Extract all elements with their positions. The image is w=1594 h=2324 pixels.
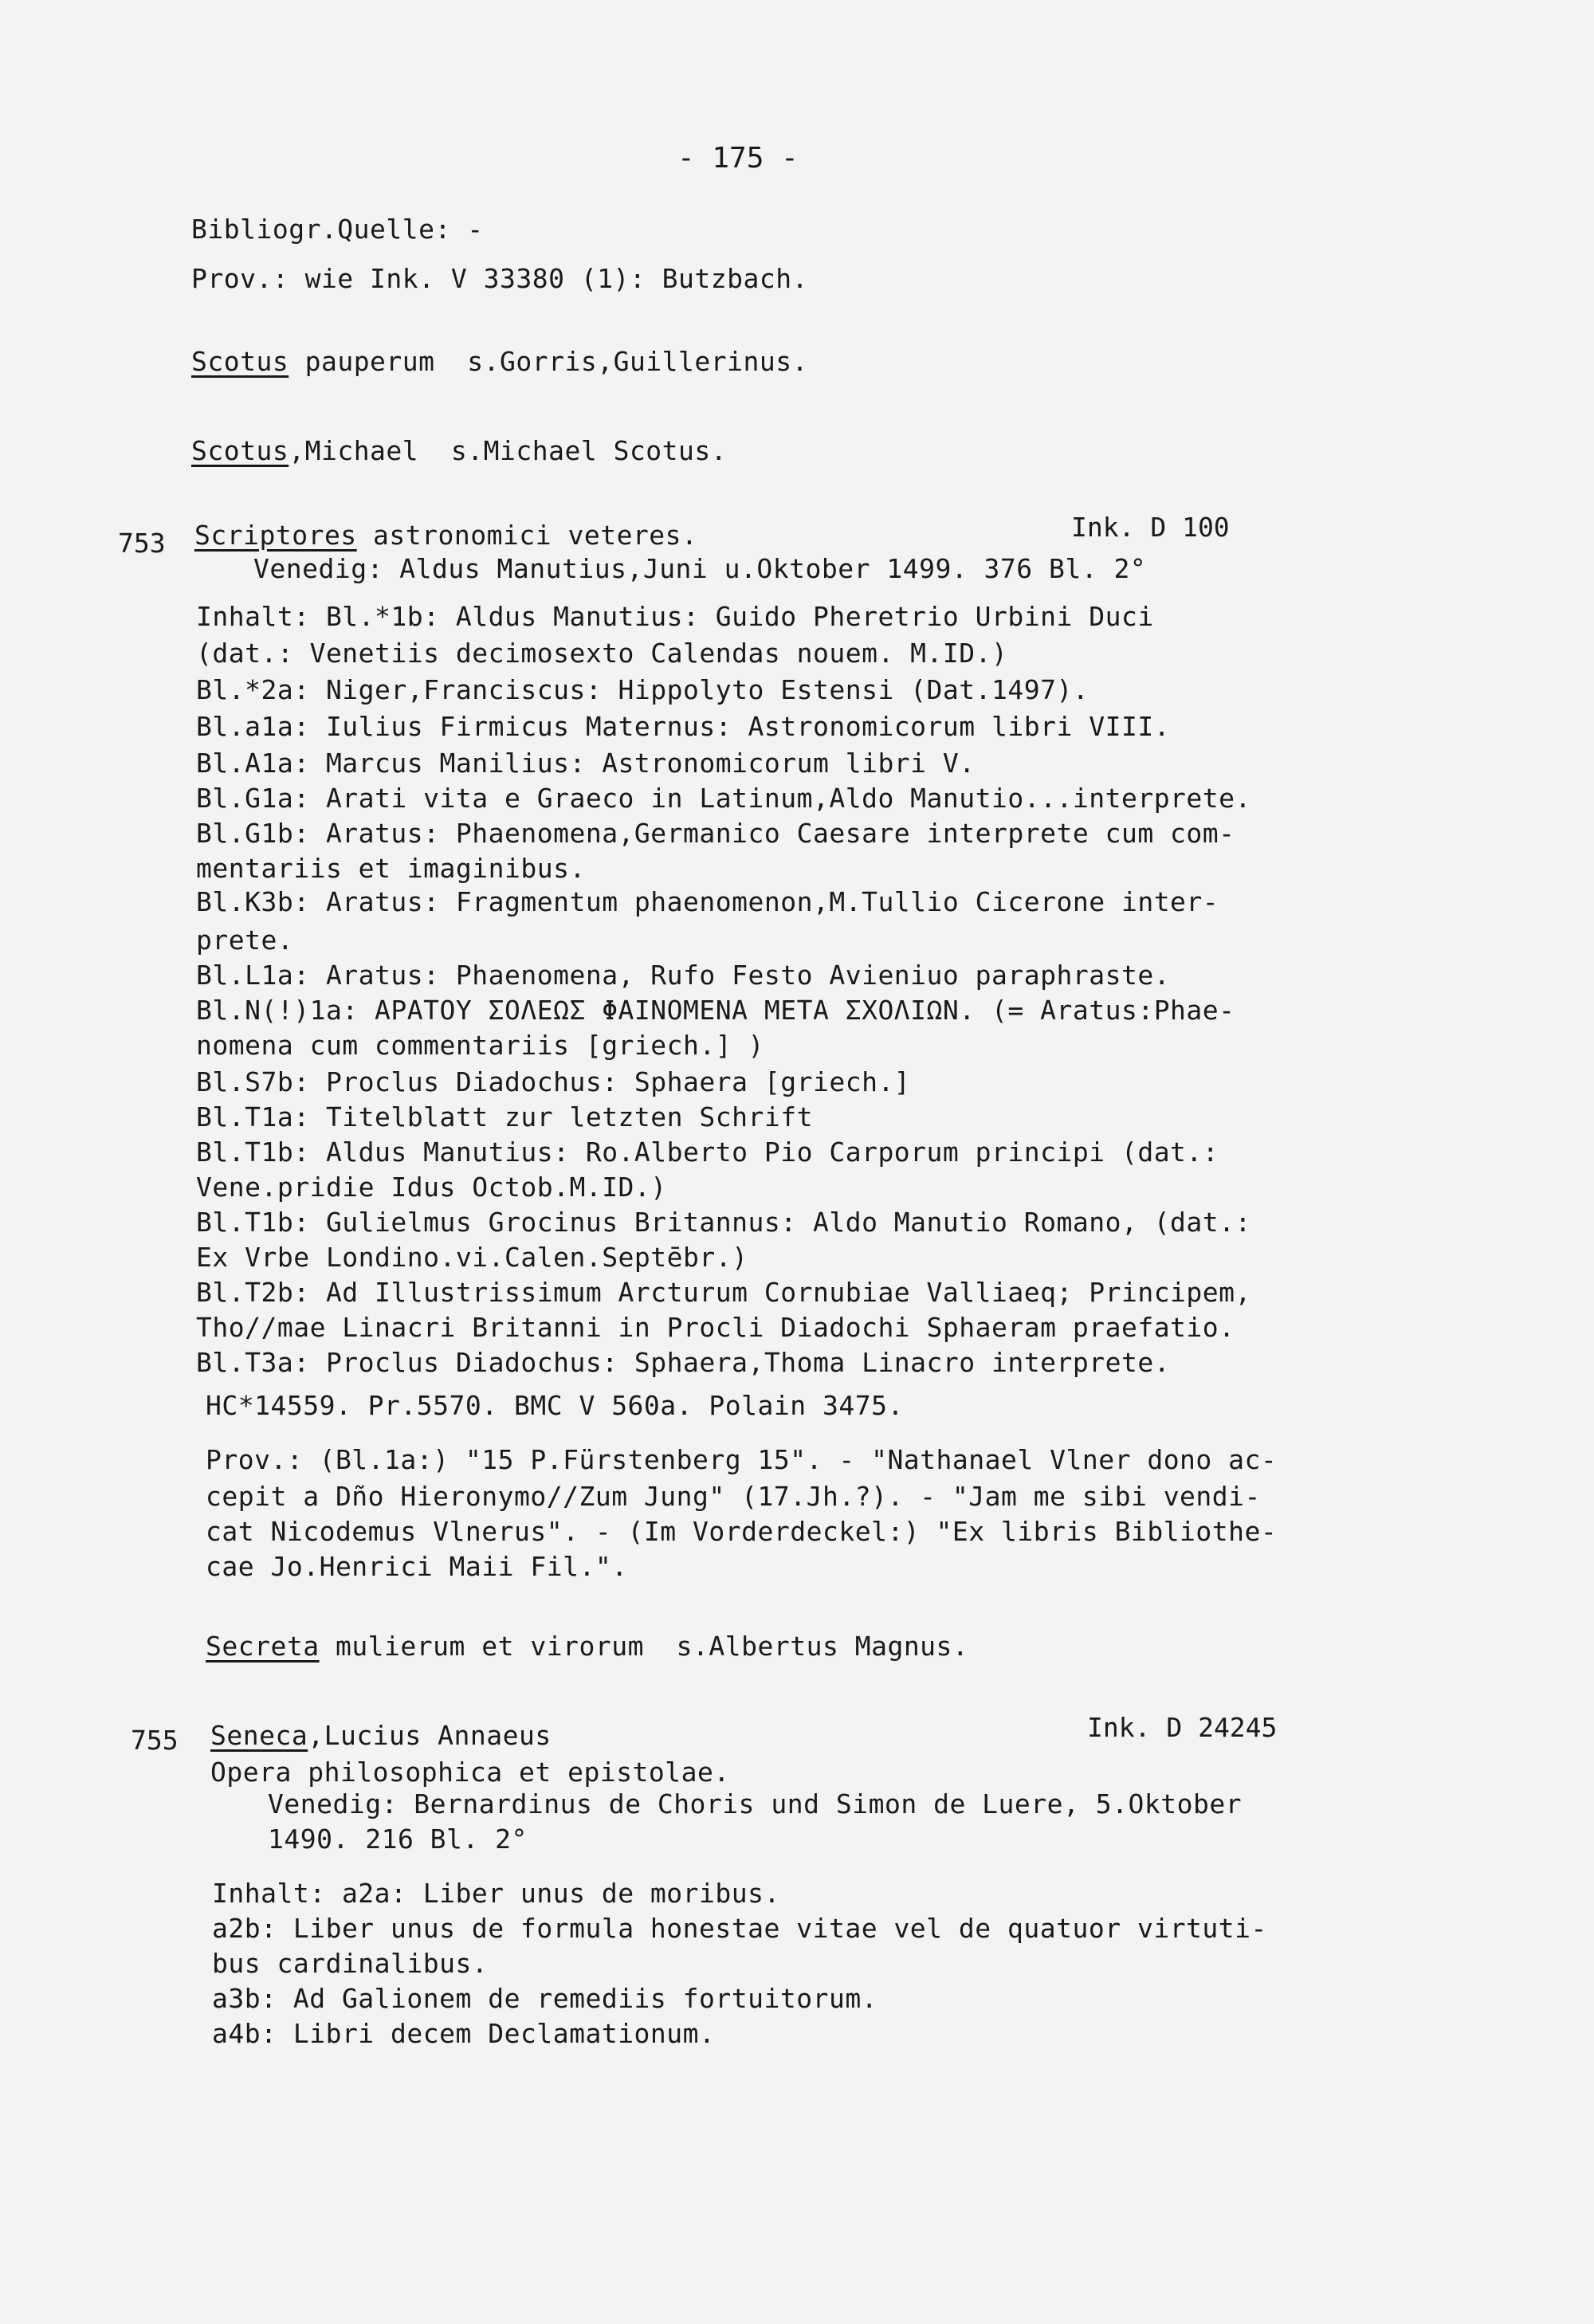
entry-head: Scriptores (194, 520, 357, 551)
entry-title-rest: ,Lucius Annaeus (308, 1720, 552, 1751)
xref-text: ,Michael s.Michael Scotus. (289, 435, 728, 466)
contents-line: Inhalt: Bl.*1b: Aldus Manutius: Guido Pheretrio Urbini Duci (196, 601, 1154, 632)
bibliogr-line: Bibliogr.Quelle: - (191, 214, 484, 245)
contents-line: a4b: Libri decem Declamationum. (212, 2018, 716, 2049)
contents-line: Bl.A1a: Marcus Manilius: Astronomicorum libri V. (196, 748, 976, 779)
entry-number: 753 (118, 528, 166, 559)
ink-shelfmark: Ink. D 100 (1071, 512, 1230, 543)
contents-line: Bl.T1a: Titelblatt zur letzten Schrift (196, 1101, 813, 1133)
contents-line: Bl.T3a: Proclus Diadochus: Sphaera,Thoma Linacro interprete. (196, 1347, 1171, 1378)
entry-work: Opera philosophica et epistolae. (210, 1757, 730, 1788)
xref-secreta (206, 1631, 968, 1663)
contents-line: Tho//mae Linacri Britanni in Procli Diadochi Sphaeram praefatio. (196, 1312, 1235, 1343)
provenance-line: Prov.: (Bl.1a:) "15 P.Fürstenberg 15". - "Nathanael Vlner dono ac- (206, 1444, 1278, 1475)
contents-line: Inhalt: a2a: Liber unus de moribus. (212, 1878, 780, 1909)
xref-head: Scotus (191, 346, 289, 377)
contents-line: Bl.*2a: Niger,Franciscus: Hippolyto Estensi (Dat.1497). (196, 674, 1089, 705)
contents-line: Bl.G1b: Aratus: Phaenomena,Germanico Caesare interprete cum com- (196, 818, 1235, 849)
contents-line: Bl.G1a: Arati vita e Graeco in Latinum,Aldo Manutio...interprete. (196, 783, 1251, 814)
entry-head: Seneca (210, 1720, 308, 1751)
contents-line: mentariis et imaginibus. (196, 853, 586, 884)
xref-head: Scotus (191, 435, 289, 466)
xref-text: pauperum s.Gorris,Guillerinus. (289, 346, 808, 377)
bibliographic-references: HC*14559. Pr.5570. BMC V 560a. Polain 3475. (206, 1390, 904, 1421)
xref-head: Secreta (206, 1631, 320, 1662)
entry-title (194, 520, 697, 552)
ink-shelfmark: Ink. D 24245 (1087, 1712, 1278, 1743)
contents-line: Vene.pridie Idus Octob.M.ID.) (196, 1172, 667, 1203)
contents-line: a2b: Liber unus de formula honestae vitae vel de quatuor virtuti- (212, 1913, 1267, 1944)
contents-line: Bl.S7b: Proclus Diadochus: Sphaera [griech.] (196, 1066, 911, 1097)
page-number: - 175 - (677, 142, 799, 175)
xref-scotus-michael (191, 435, 727, 467)
entry-title (210, 1720, 552, 1752)
prov-line: Prov.: wie Ink. V 33380 (1): Butzbach. (191, 263, 808, 294)
xref-text: mulierum et virorum s.Albertus Magnus. (319, 1631, 969, 1662)
contents-line: Bl.L1a: Aratus: Phaenomena, Rufo Festo Avieniuo paraphraste. (196, 960, 1171, 991)
contents-line: a3b: Ad Galionem de remediis fortuitorum. (212, 1983, 878, 2014)
provenance-line: cae Jo.Henrici Maii Fil.". (206, 1551, 628, 1582)
contents-line: nomena cum commentariis [griech.] ) (196, 1030, 764, 1061)
entry-imprint: 1490. 216 Bl. 2° (268, 1823, 528, 1855)
contents-line: Bl.T1b: Aldus Manutius: Ro.Alberto Pio Carporum principi (dat.: (196, 1136, 1219, 1168)
entry-title-rest: astronomici veteres. (356, 520, 698, 551)
contents-line: Bl.N(!)1a: ΑΡΑΤΟΥ ΣΟΛΕΩΣ ΦΑΙΝΟΜΕΝΑ ΜΕΤΑ ΣΧΟΛΙΩΝ. (= Aratus:Phae- (196, 995, 1235, 1026)
contents-line: Bl.T2b: Ad Illustrissimum Arcturum Cornubiae Valliaeq; Principem, (196, 1277, 1251, 1308)
entry-imprint: Venedig: Aldus Manutius,Juni u.Oktober 1499. 376 Bl. 2° (253, 553, 1147, 584)
contents-line: Bl.K3b: Aratus: Fragmentum phaenomenon,M.Tullio Cicerone inter- (196, 886, 1219, 917)
contents-line: (dat.: Venetiis decimosexto Calendas nouem. M.ID.) (196, 638, 1008, 669)
contents-line: Ex Vrbe Londino.vi.Calen.Septēbr.) (196, 1242, 748, 1273)
contents-line: Bl.a1a: Iulius Firmicus Maternus: Astronomicorum libri VIII. (196, 711, 1171, 742)
contents-line: Bl.T1b: Gulielmus Grocinus Britannus: Aldo Manutio Romano, (dat.: (196, 1207, 1251, 1238)
xref-scotus-pauperum (191, 346, 808, 378)
provenance-line: cepit a Dño Hieronymo//Zum Jung" (17.Jh.?). - "Jam me sibi vendi- (206, 1481, 1261, 1512)
contents-line: bus cardinalibus. (212, 1948, 489, 1979)
contents-line: prete. (196, 924, 294, 956)
entry-imprint: Venedig: Bernardinus de Choris und Simon de Luere, 5.Oktober (268, 1788, 1243, 1820)
entry-number: 755 (131, 1725, 179, 1756)
provenance-line: cat Nicodemus Vlnerus". - (Im Vorderdeckel:) "Ex libris Bibliothe- (206, 1516, 1278, 1547)
